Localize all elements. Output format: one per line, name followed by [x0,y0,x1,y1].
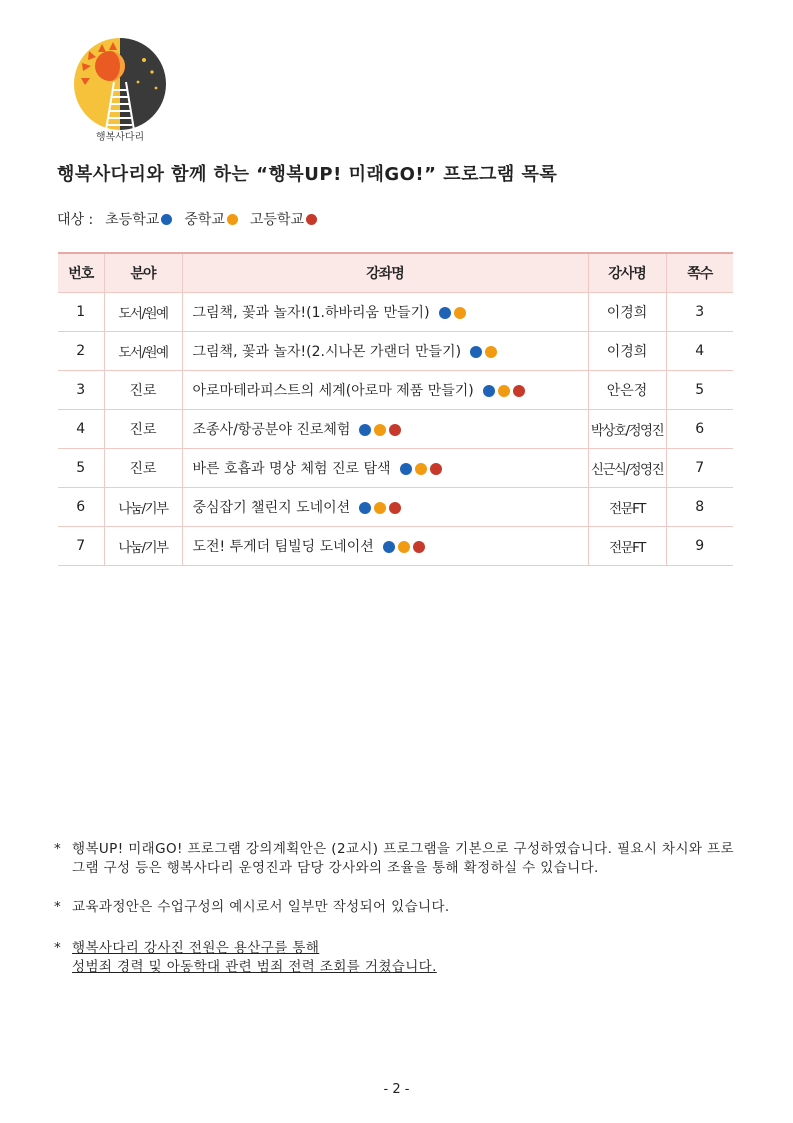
table-row [58,488,733,527]
blue-dot-icon [439,307,451,319]
level-dots [380,541,425,553]
red-dot-icon [389,424,401,436]
cell-number: 7 [58,527,104,566]
legend-elementary: 초등학교 [105,209,172,229]
table-header-row [58,253,733,293]
cell-lecture: 중심잡기 챌린지 도네이션 [182,488,588,527]
cell-number: 6 [58,488,104,527]
level-dots [356,424,401,436]
cell-page: 8 [666,488,733,527]
target-label: 대상 : [57,212,94,228]
program-table [58,252,733,566]
cell-page: 4 [666,332,733,371]
header-page: 쪽수 [666,253,733,293]
cell-instructor: 전문FT [588,488,666,527]
cell-field: 진로 [104,410,182,449]
orange-dot-icon [374,424,386,436]
table-row [58,449,733,488]
cell-page: 9 [666,527,733,566]
level-dots [397,463,442,475]
table-row [58,410,733,449]
blue-dot-icon [383,541,395,553]
cell-field: 진로 [104,449,182,488]
cell-field: 도서/원예 [104,293,182,332]
cell-lecture: 그림책, 꽃과 놀자!(1.하바리움 만들기) [182,293,588,332]
cell-page: 5 [666,371,733,410]
red-dot-icon [413,541,425,553]
table-row [58,371,733,410]
cell-number: 1 [58,293,104,332]
cell-instructor: 안은정 [588,371,666,410]
header-instructor: 강사명 [588,253,666,293]
blue-dot-icon [359,424,371,436]
level-dots [467,346,497,358]
orange-dot-icon [227,214,238,225]
target-legend [57,209,317,229]
legend-middle: 중학교 [184,209,238,229]
page-title: 행복사다리와 함께 하는 “행복UP! 미래GO!” 프로그램 목록 [57,164,558,185]
ladder-sun-moon-logo [72,38,168,142]
cell-number: 4 [58,410,104,449]
table-row [58,332,733,371]
red-dot-icon [513,385,525,397]
cell-number: 2 [58,332,104,371]
cell-field: 진로 [104,371,182,410]
cell-field: 나눔/기부 [104,488,182,527]
note-check-line2: 성범죄 경력 및 아동학대 관련 범죄 전력 조회를 거쳤습니다. [72,959,437,975]
page-number: - 2 - [383,1082,410,1097]
red-dot-icon [430,463,442,475]
header-number: 번호 [58,253,104,293]
legend-high: 고등학교 [250,209,317,229]
orange-dot-icon [398,541,410,553]
orange-dot-icon [415,463,427,475]
level-dots [480,385,525,397]
notes [54,840,734,995]
orange-dot-icon [498,385,510,397]
logo [72,38,168,142]
table-row [58,527,733,566]
cell-lecture: 아로마테라피스트의 세계(아로마 제품 만들기) [182,371,588,410]
blue-dot-icon [483,385,495,397]
red-dot-icon [306,214,317,225]
level-dots [436,307,466,319]
cell-instructor: 박상호/정영진 [588,410,666,449]
cell-field: 나눔/기부 [104,527,182,566]
cell-field: 도서/원예 [104,332,182,371]
cell-instructor: 이경희 [588,293,666,332]
cell-instructor: 전문FT [588,527,666,566]
blue-dot-icon [470,346,482,358]
orange-dot-icon [454,307,466,319]
cell-lecture: 그림책, 꽃과 놀자!(2.시나몬 가랜더 만들기) [182,332,588,371]
svg-text:행복사다리: 행복사다리 [95,132,145,142]
blue-dot-icon [400,463,412,475]
header-lecture: 강좌명 [182,253,588,293]
note-curriculum: * 교육과정안은 수업구성의 예시로서 일부만 작성되어 있습니다. [54,899,450,915]
cell-page: 7 [666,449,733,488]
cell-lecture: 도전! 투게더 팀빌딩 도네이션 [182,527,588,566]
note-lesson-plan: * 행복UP! 미래GO! 프로그램 강의계획안은 (2교시) 프로그램을 기본으로 구성하였습니다. 필요시 차시와 프로그램 구성 등은 행복사다리 운영진과 담당 강사와의 조율을 통해 확정하실 수 있습니다. [54,841,734,876]
blue-dot-icon [161,214,172,225]
blue-dot-icon [359,502,371,514]
table-row [58,293,733,332]
cell-number: 3 [58,371,104,410]
cell-lecture: 바른 호흡과 명상 체험 진로 탐색 [182,449,588,488]
note-check-line1: 행복사다리 강사진 전원은 용산구를 통해 [72,940,320,956]
cell-lecture: 조종사/항공분야 진로체험 [182,410,588,449]
orange-dot-icon [485,346,497,358]
level-dots [356,502,401,514]
cell-page: 6 [666,410,733,449]
cell-page: 3 [666,293,733,332]
cell-instructor: 이경희 [588,332,666,371]
header-field: 분야 [104,253,182,293]
red-dot-icon [389,502,401,514]
orange-dot-icon [374,502,386,514]
note-background-check: * 행복사다리 강사진 전원은 용산구를 통해 성범죄 경력 및 아동학대 관련 범죄 전력 조회를 거쳤습니다. [54,940,437,975]
cell-number: 5 [58,449,104,488]
cell-instructor: 신근식/정영진 [588,449,666,488]
